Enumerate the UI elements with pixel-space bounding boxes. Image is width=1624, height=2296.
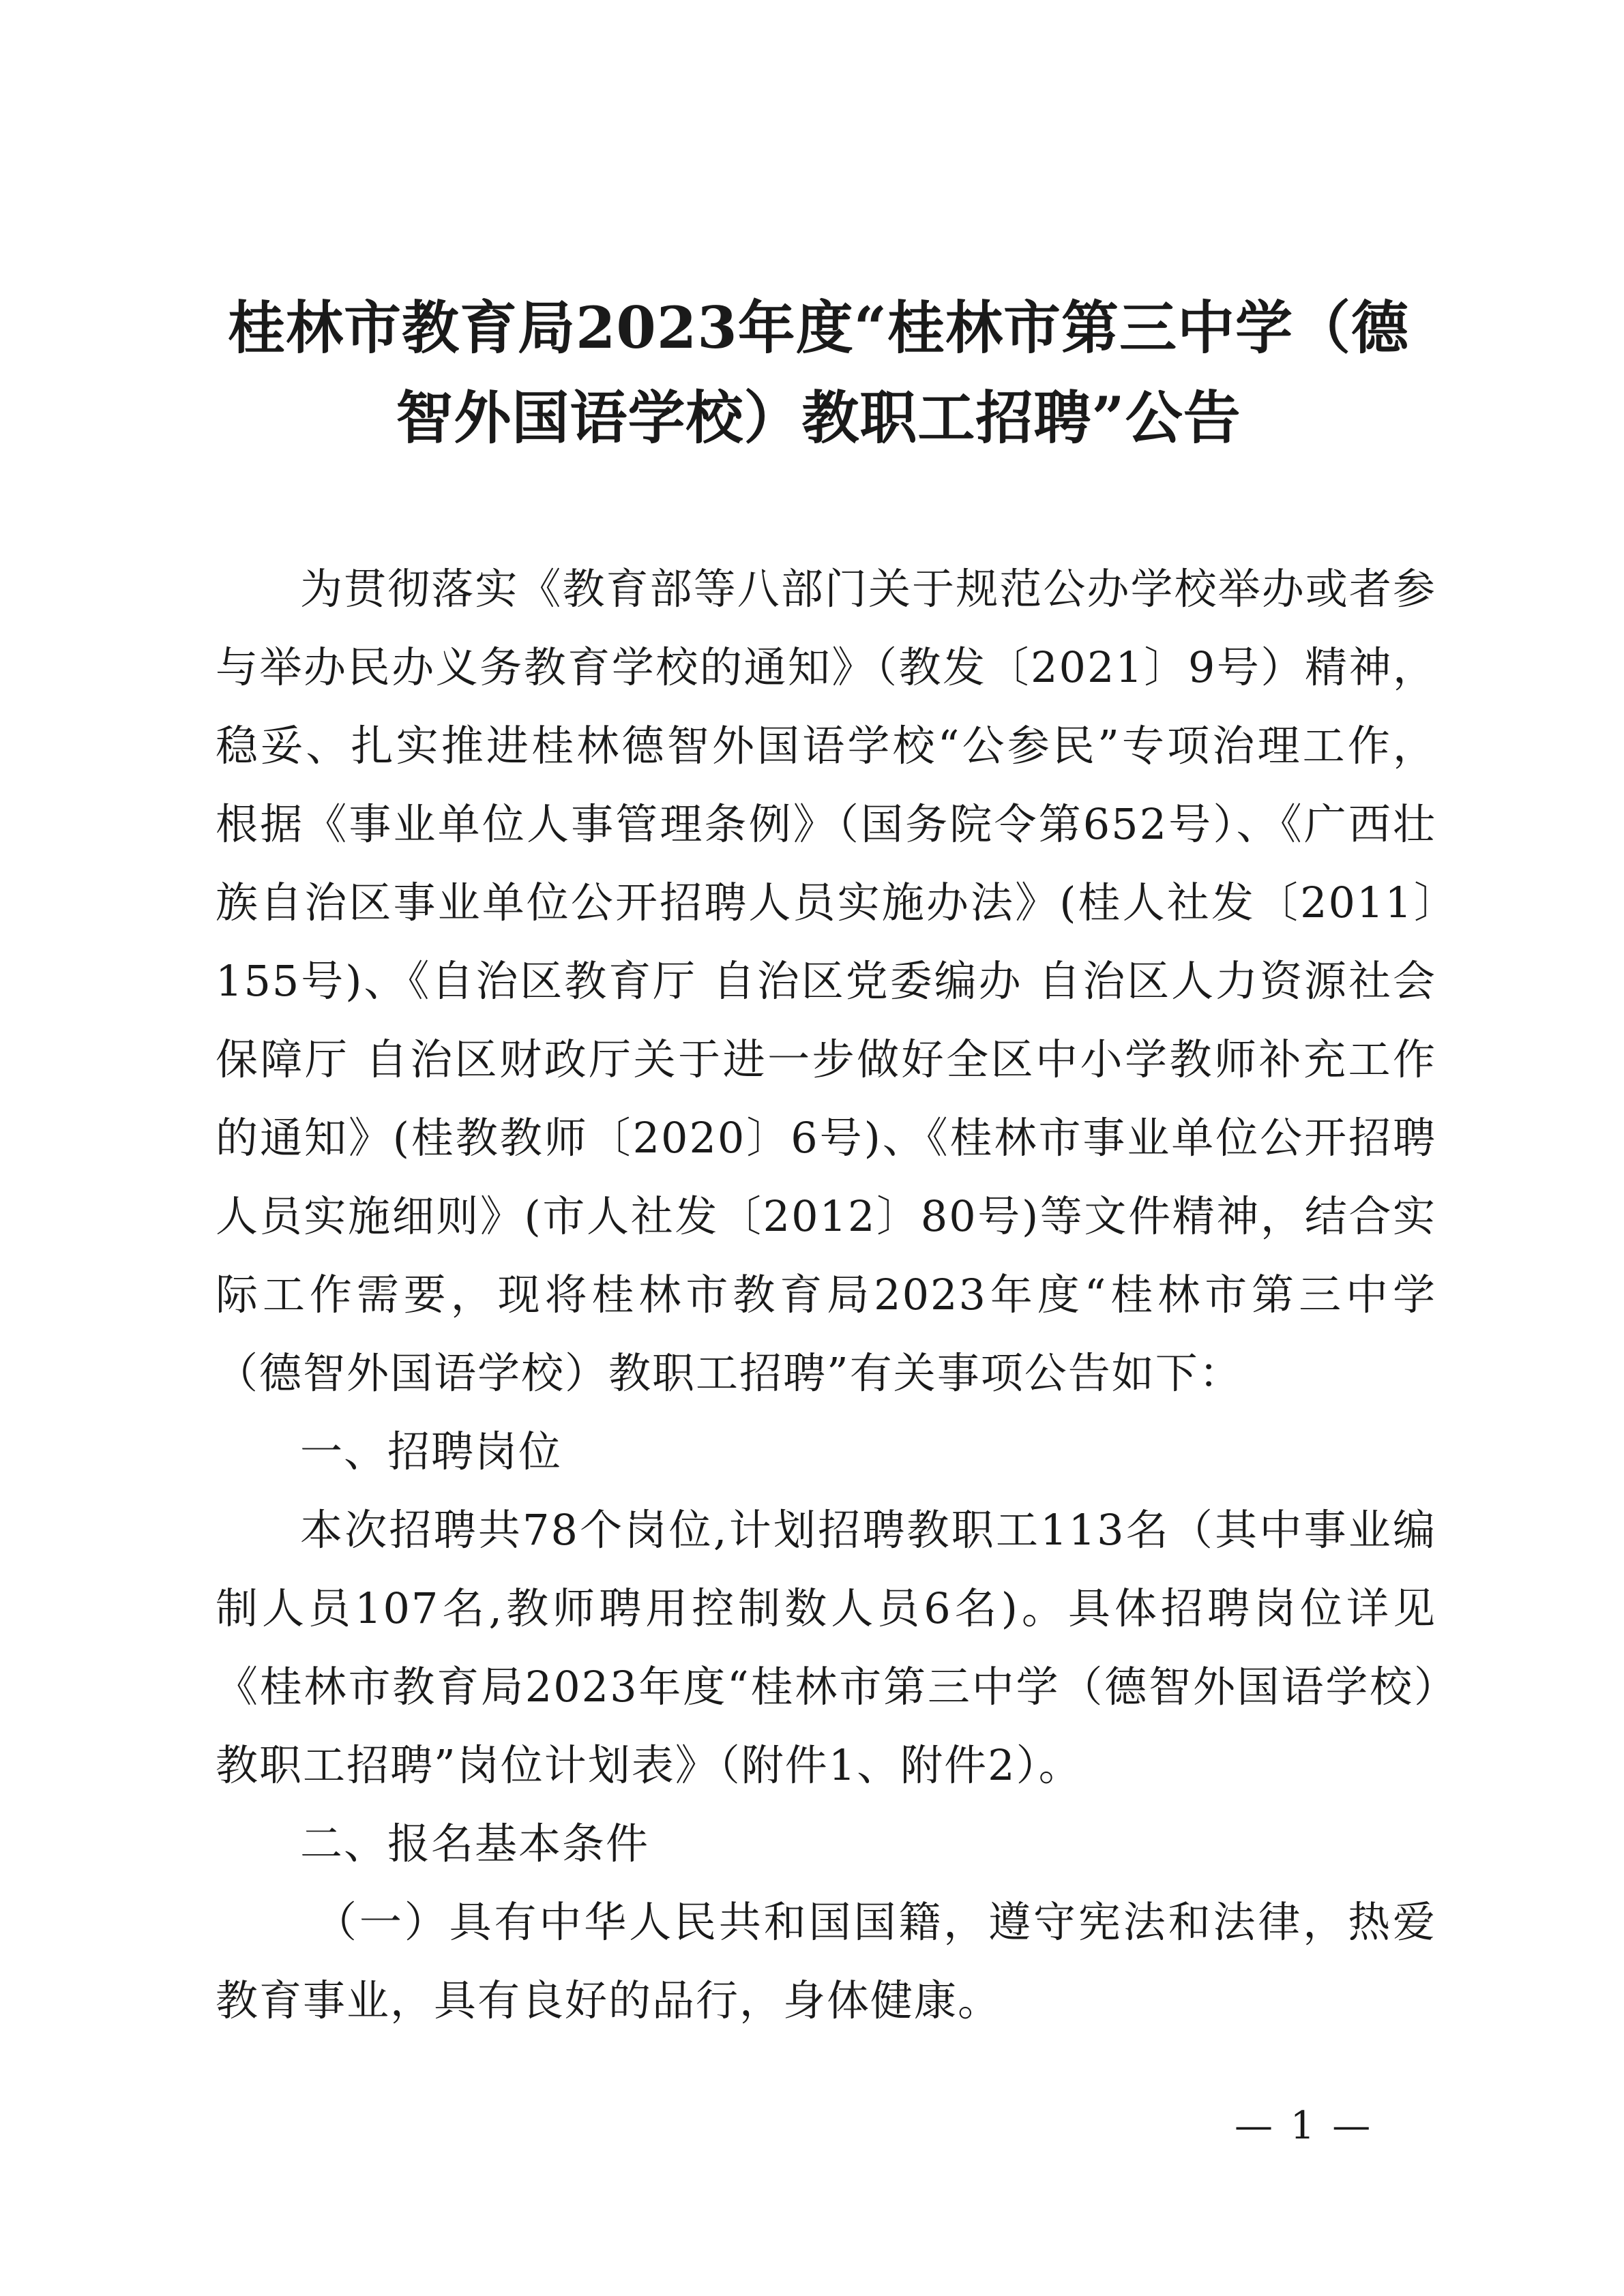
document-body <box>216 550 1436 2040</box>
title-line-2: 智外国语学校）教职工招聘”公告 <box>396 384 1241 451</box>
title-line-1: 桂林市教育局2023年度“桂林市第三中学（德 <box>227 294 1410 361</box>
intro-paragraph: 为贯彻落实《教育部等八部门关于规范公办学校举办或者参与举办民办义务教育学校的通知》（教发〔2021〕9号）精神，稳妥、扎实推进桂林德智外国语学校“公参民”专项治理工作，根据《事业单位人事管理条例》（国务院令第652号）、《广西壮族自治区事业单位公开招聘人员实施办法》(桂人社发〔2011〕155号)、《自治区教育厅 自治区党委编办 自治区人力资源社会保障厅 自治区财政厅关于进一步做好全区中小学教师补充工作的通知》(桂教教师〔2020〕6号)、《桂林市事业单位公开招聘人员实施细则》(市人社发〔2012〕80号)等文件精神，结合实际工作需要，现将桂林市教育局2023年度“桂林市第三中学（德智外国语学校）教职工招聘”有关事项公告如下： <box>216 564 1436 1398</box>
document-title <box>205 283 1432 463</box>
section-1-heading: 一、招聘岗位 <box>300 1427 563 1476</box>
page-number: — 1 — <box>1235 2104 1374 2148</box>
section-2-heading: 二、报名基本条件 <box>300 1819 650 1868</box>
section-1-paragraph: 本次招聘共78个岗位,计划招聘教职工113名（其中事业编制人员107名,教师聘用控制数人员6名)。具体招聘岗位详见《桂林市教育局2023年度“桂林市第三中学（德智外国语学校）教职工招聘”岗位计划表》（附件1、附件2）。 <box>216 1505 1436 1790</box>
section-2-item-1: （一）具有中华人民共和国国籍，遵守宪法和法律，热爱教育事业，具有良好的品行，身体健康。 <box>216 1897 1436 2025</box>
